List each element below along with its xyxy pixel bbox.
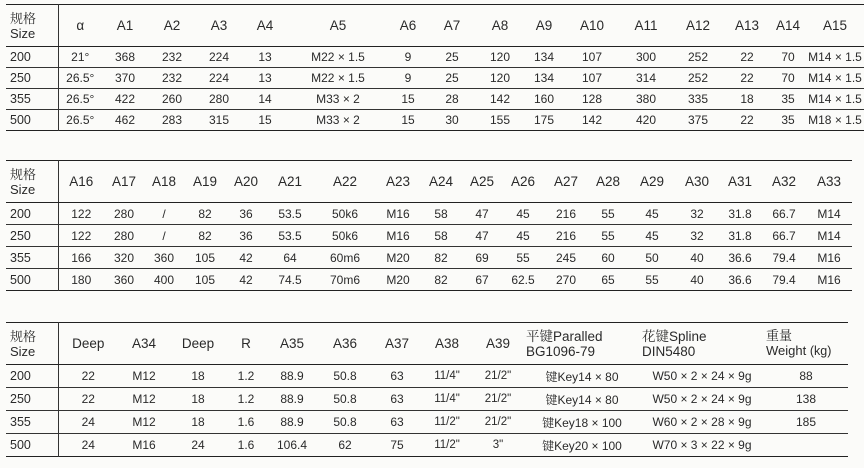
table-cell: 60 [588, 247, 628, 269]
table-cell: 107 [564, 68, 620, 89]
table-cell: 22 [724, 110, 770, 131]
table-cell: 252 [672, 68, 724, 89]
weight-header-unit: (kg) [809, 344, 832, 359]
table-cell: M12 [118, 388, 170, 411]
column-header: A10 [564, 5, 620, 47]
table-cell: 370 [102, 68, 148, 89]
column-header: A5 [288, 5, 388, 47]
column-header: A31 [718, 161, 762, 203]
column-header: A28 [588, 161, 628, 203]
column-header: A26 [502, 161, 544, 203]
size-header-cn: 规格 [10, 166, 37, 182]
column-header: A38 [422, 323, 472, 365]
table-cell: 9 [388, 47, 428, 68]
size-cell: 355 [6, 411, 58, 434]
table-cell: 55 [588, 225, 628, 247]
table-cell: 245 [544, 247, 588, 269]
size-cell: 250 [6, 225, 58, 247]
table-cell: 380 [620, 89, 672, 110]
table-cell: 21/2" [472, 411, 524, 434]
parallel-key-cell: 键Key18 × 100 [524, 411, 640, 434]
parallel-key-cell: 键Key20 × 100 [524, 434, 640, 457]
column-header: A6 [388, 5, 428, 47]
table-cell: 65 [588, 269, 628, 291]
table-cell: 50k6 [314, 203, 376, 225]
table-cell: 15 [388, 89, 428, 110]
table-cell: 62.5 [502, 269, 544, 291]
table-cell: 75 [372, 434, 422, 457]
table-cell: M18 × 1.5 [806, 110, 864, 131]
table-cell: M16 [118, 434, 170, 457]
table-cell: 224 [196, 68, 242, 89]
table-cell: M14 [806, 225, 852, 247]
table-row [6, 411, 848, 434]
table-cell: 160 [524, 89, 564, 110]
table-cell: 232 [148, 68, 196, 89]
table-cell: 26.5° [58, 89, 102, 110]
table-cell: 50.8 [318, 365, 372, 388]
table-cell: 88.9 [266, 388, 318, 411]
table-cell: M20 [376, 247, 420, 269]
weight-header-cn: 重量 [766, 327, 793, 343]
table-cell: 180 [58, 269, 104, 291]
table-cell: 1.2 [226, 388, 266, 411]
table-cell: 25 [428, 68, 476, 89]
table-cell: 1.2 [226, 365, 266, 388]
table-cell: 18 [170, 411, 226, 434]
column-header: A9 [524, 5, 564, 47]
column-header: A7 [428, 5, 476, 47]
column-header: A23 [376, 161, 420, 203]
size-cell: 250 [6, 68, 58, 89]
table-cell: 252 [672, 47, 724, 68]
table-cell: M33 × 2 [288, 89, 388, 110]
table-cell: 21/2" [472, 388, 524, 411]
table-cell: 375 [672, 110, 724, 131]
table-cell: 50 [628, 247, 676, 269]
table-cell: 105 [184, 269, 226, 291]
column-header: A12 [672, 5, 724, 47]
table-cell: 1.6 [226, 434, 266, 457]
table-cell: 15 [388, 110, 428, 131]
table-cell: 134 [524, 68, 564, 89]
table-cell: M14 × 1.5 [806, 68, 864, 89]
column-header: Deep [170, 323, 226, 365]
table-cell: 82 [420, 247, 462, 269]
column-header: A15 [806, 5, 864, 47]
column-header: A18 [144, 161, 184, 203]
size-header [6, 161, 58, 203]
column-header: α [58, 5, 102, 47]
column-header: A8 [476, 5, 524, 47]
table-cell: 50.8 [318, 388, 372, 411]
table-cell: 55 [588, 203, 628, 225]
table-cell: 82 [184, 225, 226, 247]
table-cell: 120 [476, 68, 524, 89]
size-header-cn: 规格 [10, 10, 37, 26]
table-cell: 36 [226, 203, 266, 225]
column-header: A34 [118, 323, 170, 365]
table-cell: 128 [564, 89, 620, 110]
table-cell: 22 [724, 68, 770, 89]
spline-cell: W70 × 3 × 22 × 9g [640, 434, 764, 457]
table-cell: 11/2" [422, 434, 472, 457]
table-cell: 64 [266, 247, 314, 269]
table-cell: 283 [148, 110, 196, 131]
table-row [6, 203, 852, 225]
size-header-en: Size [10, 343, 36, 359]
table-cell: 79.4 [762, 269, 806, 291]
table-cell: 40 [676, 269, 718, 291]
table-cell: 47 [462, 203, 502, 225]
table-cell: M16 [806, 247, 852, 269]
table-cell: 88.9 [266, 411, 318, 434]
table-cell: 31.8 [718, 225, 762, 247]
table-cell: 35 [770, 110, 806, 131]
table-cell: 18 [170, 365, 226, 388]
table-cell: 13 [242, 68, 288, 89]
table-cell: 360 [144, 247, 184, 269]
table-cell: M14 × 1.5 [806, 47, 864, 68]
table-cell: 13 [242, 47, 288, 68]
table-cell: 216 [544, 203, 588, 225]
table-cell: 28 [428, 89, 476, 110]
table-cell: 270 [544, 269, 588, 291]
table-cell: 24 [58, 434, 118, 457]
spline-header-std: DIN5480 [642, 343, 696, 359]
table-cell: 45 [628, 225, 676, 247]
table-cell: 36.6 [718, 269, 762, 291]
spline-cell: W50 × 2 × 24 × 9g [640, 365, 764, 388]
table-cell: 22 [724, 47, 770, 68]
table-cell: 142 [476, 89, 524, 110]
table-cell: M16 [376, 225, 420, 247]
table-cell: 314 [620, 68, 672, 89]
table-cell: 31.8 [718, 203, 762, 225]
table-row [6, 225, 852, 247]
table-cell: 82 [420, 269, 462, 291]
table-cell: 88.9 [266, 365, 318, 388]
column-header: A16 [58, 161, 104, 203]
column-header: A37 [372, 323, 422, 365]
table-header-row [6, 161, 852, 203]
table-cell: 21/2" [472, 365, 524, 388]
table-cell: M20 [376, 269, 420, 291]
table-cell: 36.6 [718, 247, 762, 269]
spline-cell: W50 × 2 × 24 × 9g [640, 388, 764, 411]
column-header: A27 [544, 161, 588, 203]
table-cell: 420 [620, 110, 672, 131]
table-cell: 24 [170, 434, 226, 457]
table-row [6, 47, 864, 68]
table-cell: 122 [58, 225, 104, 247]
table-cell: M22 × 1.5 [288, 47, 388, 68]
table-cell: 11/4" [422, 388, 472, 411]
table-cell: 280 [104, 203, 144, 225]
table-cell: 42 [226, 269, 266, 291]
table-cell: 58 [420, 203, 462, 225]
table-cell: 63 [372, 411, 422, 434]
table-cell: 66.7 [762, 203, 806, 225]
table-cell: 50.8 [318, 411, 372, 434]
table-cell: 155 [476, 110, 524, 131]
table-cell: 26.5° [58, 110, 102, 131]
parallel-key-header [524, 323, 640, 365]
size-header [6, 5, 58, 47]
table-cell: 32 [676, 225, 718, 247]
weight-cell: 88 [764, 365, 848, 388]
spec-table-2 [6, 160, 852, 291]
table-cell: M22 × 1.5 [288, 68, 388, 89]
table-cell: 175 [524, 110, 564, 131]
table-cell: 22 [58, 388, 118, 411]
table-cell: 106.4 [266, 434, 318, 457]
column-header: A22 [314, 161, 376, 203]
weight-cell: 138 [764, 388, 848, 411]
table-cell: 70 [770, 47, 806, 68]
weight-header-en: Weight [766, 342, 807, 358]
size-cell: 500 [6, 434, 58, 457]
table-cell: 22 [58, 365, 118, 388]
weight-header [764, 323, 848, 365]
table-cell: 45 [502, 225, 544, 247]
column-header: A21 [266, 161, 314, 203]
table-cell: / [144, 225, 184, 247]
table-cell: 142 [564, 110, 620, 131]
spec-table-1 [6, 4, 864, 131]
table-cell: M12 [118, 411, 170, 434]
column-header: A30 [676, 161, 718, 203]
size-cell: 500 [6, 269, 58, 291]
table-cell: 360 [104, 269, 144, 291]
table-cell: 62 [318, 434, 372, 457]
table-header-row [6, 323, 848, 365]
table-cell: 320 [104, 247, 144, 269]
size-header-en: Size [10, 25, 36, 41]
table-row [6, 68, 864, 89]
table-cell: M33 × 2 [288, 110, 388, 131]
table-cell: 462 [102, 110, 148, 131]
column-header: A20 [226, 161, 266, 203]
table-cell: 18 [724, 89, 770, 110]
spline-header [640, 323, 764, 365]
column-header: A35 [266, 323, 318, 365]
table-cell: 280 [196, 89, 242, 110]
parallel-key-cell: 键Key14 × 80 [524, 365, 640, 388]
table-cell: 18 [170, 388, 226, 411]
table-cell: 42 [226, 247, 266, 269]
parallel-key-header-std: BG1096-79 [526, 343, 596, 359]
column-header: R [226, 323, 266, 365]
table-cell: 32 [676, 203, 718, 225]
table-cell: 21° [58, 47, 102, 68]
table-cell: 232 [148, 47, 196, 68]
table-row [6, 365, 848, 388]
table-row [6, 388, 848, 411]
table-cell: 55 [628, 269, 676, 291]
size-cell: 200 [6, 203, 58, 225]
parallel-key-header-cn: 平键Paralled [526, 328, 603, 344]
size-cell: 500 [6, 110, 58, 131]
column-header: A11 [620, 5, 672, 47]
table-cell: 11/4" [422, 365, 472, 388]
table-cell: 422 [102, 89, 148, 110]
table-cell: 280 [104, 225, 144, 247]
table-cell: 368 [102, 47, 148, 68]
table-cell: 63 [372, 365, 422, 388]
table-cell: 66.7 [762, 225, 806, 247]
table-cell: 335 [672, 89, 724, 110]
table-cell: 67 [462, 269, 502, 291]
table-cell: 216 [544, 225, 588, 247]
column-header: A13 [724, 5, 770, 47]
table-cell: 36 [226, 225, 266, 247]
size-cell: 250 [6, 388, 58, 411]
table-cell: 55 [502, 247, 544, 269]
spec-table-3 [6, 322, 848, 457]
table-cell: 70 [770, 68, 806, 89]
table-cell: 134 [524, 47, 564, 68]
table-row [6, 89, 864, 110]
table-cell: M14 [806, 203, 852, 225]
table-cell: 11/2" [422, 411, 472, 434]
column-header: Deep [58, 323, 118, 365]
size-cell: 200 [6, 365, 58, 388]
column-header: A3 [196, 5, 242, 47]
table-cell: M12 [118, 365, 170, 388]
table-cell: 25 [428, 47, 476, 68]
table-cell: 58 [420, 225, 462, 247]
table-cell: 1.6 [226, 411, 266, 434]
table-header-row [6, 5, 864, 47]
table-row [6, 434, 848, 457]
column-header: A24 [420, 161, 462, 203]
table-cell: 70m6 [314, 269, 376, 291]
spline-header-cn: 花键Spline [642, 328, 707, 344]
table-cell: 120 [476, 47, 524, 68]
table-row [6, 110, 864, 131]
column-header: A33 [806, 161, 852, 203]
table-cell: 30 [428, 110, 476, 131]
table-cell: 74.5 [266, 269, 314, 291]
table-cell: 53.5 [266, 203, 314, 225]
table-cell: 50k6 [314, 225, 376, 247]
column-header: A25 [462, 161, 502, 203]
table-cell: 224 [196, 47, 242, 68]
table-cell: 15 [242, 110, 288, 131]
table-cell: 260 [148, 89, 196, 110]
column-header: A1 [102, 5, 148, 47]
table-cell: 35 [770, 89, 806, 110]
table-cell: 40 [676, 247, 718, 269]
size-cell: 355 [6, 89, 58, 110]
table-cell: M16 [376, 203, 420, 225]
table-cell: 24 [58, 411, 118, 434]
table-cell: 122 [58, 203, 104, 225]
table-cell: 400 [144, 269, 184, 291]
table-cell: 79.4 [762, 247, 806, 269]
table-cell: 26.5° [58, 68, 102, 89]
parallel-key-cell: 键Key14 × 80 [524, 388, 640, 411]
table-cell: 47 [462, 225, 502, 247]
table-cell: 69 [462, 247, 502, 269]
table-cell: 166 [58, 247, 104, 269]
table-cell: 63 [372, 388, 422, 411]
table-cell: 14 [242, 89, 288, 110]
table-cell: 45 [628, 203, 676, 225]
column-header: A4 [242, 5, 288, 47]
column-header: A29 [628, 161, 676, 203]
table-cell: 45 [502, 203, 544, 225]
table-row [6, 247, 852, 269]
column-header: A39 [472, 323, 524, 365]
size-cell: 355 [6, 247, 58, 269]
column-header: A14 [770, 5, 806, 47]
table-cell: 82 [184, 203, 226, 225]
table-cell: 3" [472, 434, 524, 457]
column-header: A2 [148, 5, 196, 47]
spline-cell: W60 × 2 × 28 × 9g [640, 411, 764, 434]
size-cell: 200 [6, 47, 58, 68]
table-cell: 315 [196, 110, 242, 131]
table-cell: 9 [388, 68, 428, 89]
size-header [6, 323, 58, 365]
table-cell: 60m6 [314, 247, 376, 269]
table-cell: 107 [564, 47, 620, 68]
column-header: A36 [318, 323, 372, 365]
table-row [6, 269, 852, 291]
table-cell: 53.5 [266, 225, 314, 247]
table-cell: / [144, 203, 184, 225]
size-header-en: Size [10, 181, 36, 197]
column-header: A32 [762, 161, 806, 203]
table-cell: 300 [620, 47, 672, 68]
table-cell: 105 [184, 247, 226, 269]
weight-cell [764, 434, 848, 457]
table-cell: M14 × 1.5 [806, 89, 864, 110]
column-header: A19 [184, 161, 226, 203]
size-header-cn: 规格 [10, 328, 37, 344]
table-cell: M16 [806, 269, 852, 291]
column-header: A17 [104, 161, 144, 203]
weight-cell: 185 [764, 411, 848, 434]
